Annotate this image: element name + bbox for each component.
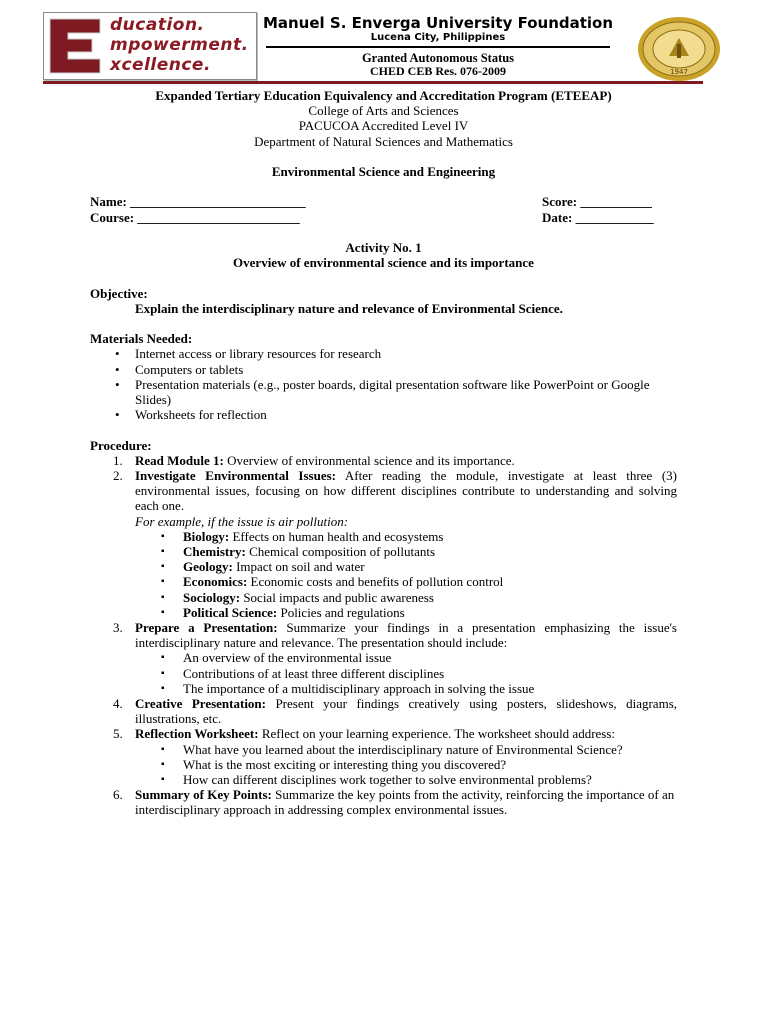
list-item: ▪ What have you learned about the interdisciplinary nature of Environmental Science? [183, 742, 677, 757]
list-item: ▪ Political Science: Policies and regulations [183, 605, 677, 620]
materials-heading: Materials Needed: [90, 331, 193, 347]
header-divider [43, 81, 703, 84]
procedure-step-1: 1. Read Module 1: Overview of environmental science and its importance. [113, 452, 515, 468]
document-header [0, 0, 768, 95]
document-body [90, 88, 677, 818]
activity-title: Overview of environmental science and its importance [233, 255, 534, 271]
list-item: ▪ Geology: Impact on soil and water [183, 559, 677, 574]
list-item: ▪ What is the most exciting or interesting thing you discovered? [183, 757, 677, 772]
university-divider [266, 46, 610, 48]
objective-text: Explain the interdisciplinary nature and relevance of Environmental Science. [135, 300, 563, 316]
motto-line-excellence: xcellence. [110, 55, 211, 75]
objective-heading: Objective: [90, 285, 148, 301]
step-title: Reflection Worksheet: [135, 726, 259, 742]
score-field[interactable]: Score: ___________ [542, 194, 652, 210]
procedure-step-4: 4. Creative Presentation: Present your findings creatively using posters, slideshows, diagrams, illustrations, etc. [113, 696, 677, 727]
step-title: Investigate Environmental Issues: [135, 467, 336, 483]
department-name: Department of Natural Sciences and Mathematics [254, 133, 513, 149]
procedure-step-2: 2. Investigate Environmental Issues: After reading the module, investigate at least three (3) environmental issues, focusing on how different disciplines contribute to understanding and solving each one. For example, if the issue is air pollution: ▪ Biology: Effects on human health and ecosystems ▪ Chemistry: Chemical composition of pollutants ▪ Geology: Impact on soil and water ▪ Economics: Economic costs and benefits of pollution control ▪ Sociology: Social impacts and public awareness ▪ Political Science: Policies and regulations [135, 468, 677, 620]
discipline-list [135, 529, 677, 620]
motto-logo [43, 12, 257, 80]
list-item: • Worksheets for reflection [135, 407, 677, 422]
university-seal-icon [636, 16, 722, 82]
list-item: ▪ Biology: Effects on human health and ecosystems [183, 529, 677, 544]
procedure-step-5: 5. Reflection Worksheet: Reflect on your learning experience. The worksheet should address: ▪ What have you learned about the interdisciplinary nature of Environmental Science? ▪ What is the most exciting or interesting thing you discovered? ▪ How can different disciplines work together to solve environmental problems? [135, 726, 677, 787]
university-name: Manuel S. Enverga University Foundation [262, 14, 614, 32]
college-name: College of Arts and Sciences [308, 103, 459, 119]
motto-line-empowerment: mpowerment. [110, 35, 249, 55]
step-text: Present your findings creatively using posters, slideshows, diagrams, illustrations, etc. [135, 696, 677, 727]
list-item: ▪ Contributions of at least three different disciplines [183, 666, 677, 681]
reflection-questions-list [135, 742, 677, 788]
motto-line-education: ducation. [110, 15, 205, 35]
university-location: Lucena City, Philippines [370, 32, 506, 43]
list-item: ▪ Economics: Economic costs and benefits of pollution control [183, 574, 677, 589]
accreditation-level: PACUCOA Accredited Level IV [298, 118, 469, 134]
step-text: Summarize your findings in a presentation emphasizing the issue's interdisciplinary nature and relevance. The presentation should include: [135, 620, 677, 651]
name-field[interactable]: Name: ___________________________ [90, 194, 306, 210]
step-title: Read Module 1: [135, 452, 224, 468]
list-item: • Internet access or library resources for research [135, 346, 677, 361]
presentation-items-list [135, 650, 677, 696]
student-fields [90, 194, 677, 224]
list-item: ▪ An overview of the environmental issue [183, 650, 677, 665]
step-text: Reflect on your learning experience. The worksheet should address: [258, 726, 616, 742]
ched-resolution: CHED CEB Res. 076-2009 [369, 64, 506, 78]
procedure-step-3: 3. Prepare a Presentation: Summarize your findings in a presentation emphasizing the issue's interdisciplinary nature and relevance. The presentation should include: ▪ An overview of the environmental issue ▪ Contributions of at least three different disciplines ▪ The importance of a multidisciplinary approach in solving the issue [135, 620, 677, 696]
list-item: ▪ Sociology: Social impacts and public awareness [183, 590, 677, 605]
list-item: ▪ How can different disciplines work together to solve environmental problems? [183, 772, 677, 787]
date-field[interactable]: Date: ____________ [542, 209, 654, 225]
course-field[interactable]: Course: _________________________ [90, 209, 300, 225]
materials-list [90, 346, 677, 422]
procedure-heading: Procedure: [90, 437, 152, 453]
list-item: • Presentation materials (e.g., poster boards, digital presentation software like PowerPoint or Google Slides) [135, 377, 677, 407]
step-text: Overview of environmental science and its importance. [223, 452, 515, 468]
step-title: Summary of Key Points: [135, 787, 272, 803]
autonomous-status: Granted Autonomous Status [361, 51, 515, 65]
university-block [262, 14, 614, 78]
list-item: ▪ The importance of a multidisciplinary approach in solving the issue [183, 681, 677, 696]
step-title: Prepare a Presentation: [135, 620, 278, 636]
step-text: After reading the module, investigate at least three (3) environmental issues, focusing on how different disciplines contribute to understanding and solving each one. [135, 467, 677, 514]
seal-year: 1947 [670, 68, 688, 76]
course-title: Environmental Science and Engineering [271, 164, 496, 179]
activity-number: Activity No. 1 [345, 239, 422, 255]
step-title: Creative Presentation: [135, 696, 266, 712]
step-text: Summarize the key points from the activity, reinforcing the importance of an interdisciplinary approach in addressing complex environmental issues. [135, 787, 675, 818]
list-item: • Computers or tablets [135, 362, 677, 377]
example-intro: For example, if the issue is air pollution: [135, 513, 349, 529]
list-item: ▪ Chemistry: Chemical composition of pollutants [183, 544, 677, 559]
letter-e-logo-icon [48, 17, 102, 75]
program-title: Expanded Tertiary Education Equivalency and Accreditation Program (ETEEAP) [155, 88, 612, 103]
procedure-step-6: 6. Summary of Key Points: Summarize the key points from the activity, reinforcing the importance of an interdisciplinary approach in addressing complex environmental issues. [113, 787, 675, 818]
procedure-list [90, 453, 677, 818]
